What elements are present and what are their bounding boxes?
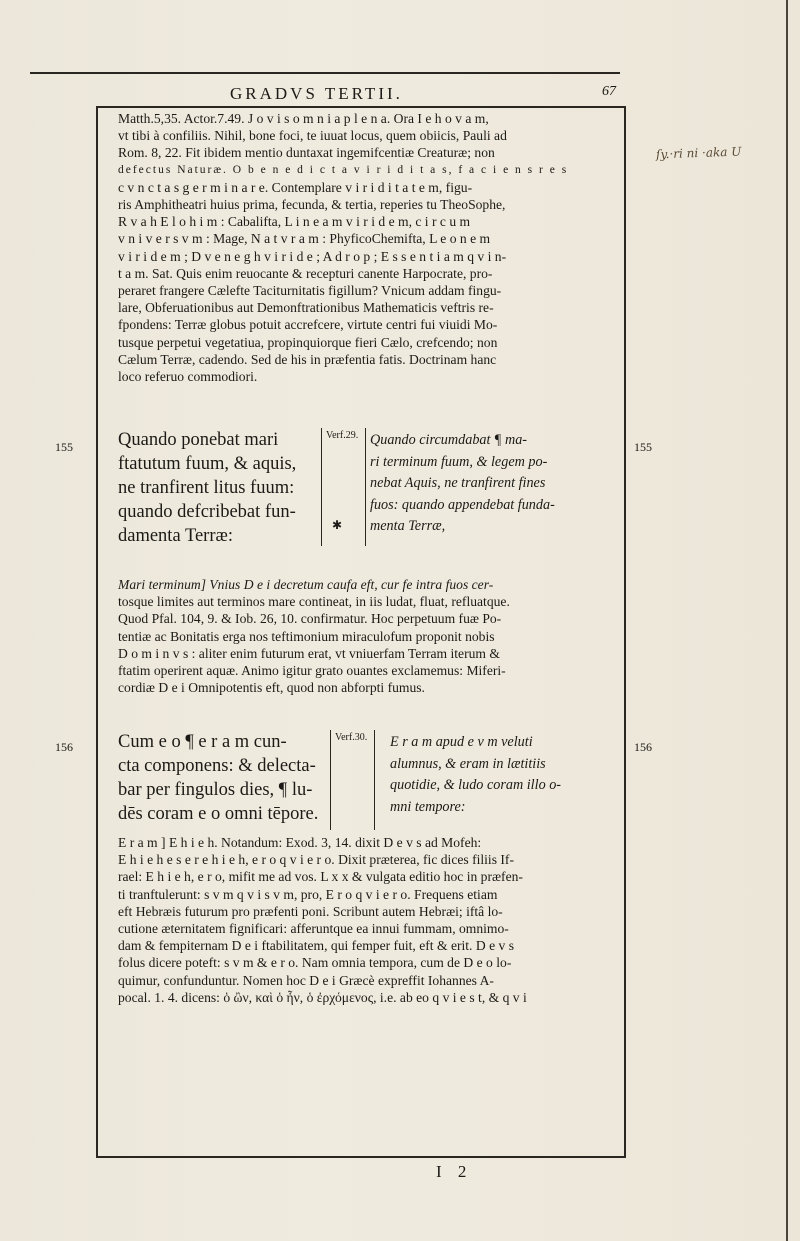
signature-mark: I 2 bbox=[436, 1162, 473, 1181]
top-paragraph bbox=[118, 110, 618, 385]
text-line: v n i v e r s v m : Mage, N a t v r a m : PhyficoChemifta, L e o n e m bbox=[118, 231, 491, 247]
column-rule bbox=[321, 428, 322, 546]
top-rule bbox=[30, 72, 620, 74]
bottom-paragraph bbox=[118, 834, 618, 1006]
text-line: tentiæ ac Bonitatis erga nos teftimonium miraculofum proponit nobis bbox=[118, 628, 495, 644]
text-line: ris Amphitheatri huius prima, fecunda, & tertia, reperies tu TheoSophe, bbox=[118, 197, 506, 213]
text-line: c v n c t a s g e r m i n a r e. Contemplare v i r i d i t a t e m, figu- bbox=[118, 179, 473, 195]
verse-line: alumnus, & eram in lætitiis bbox=[390, 755, 546, 772]
verse-number-left: 156 bbox=[55, 740, 73, 754]
text-line: Quod Pfal. 104, 9. & Iob. 26, 10. confirmatur. Hoc perpetuum fuæ Po- bbox=[118, 611, 502, 627]
verse-reference: Verf.30. bbox=[335, 732, 368, 743]
verse-line: ri terminum fuum, & legem po- bbox=[370, 453, 548, 470]
text-line: R v a h E l o h i m : Cabalifta, L i n e a m v i r i d e m, c i r c u m bbox=[118, 214, 471, 230]
text-line: E h i e h e s e r e h i e h, e r o q v i e r o. Dixit præterea, fic dices filiis If- bbox=[118, 852, 514, 868]
text-line: folus dicere poteft: s v m & e r o. Nam omnia tempora, cum de D e o lo- bbox=[118, 955, 512, 971]
marginal-annotation: ſy.·ri ni ·aka U bbox=[655, 144, 742, 162]
verse-line: nebat Aquis, ne tranfirent fines bbox=[370, 475, 546, 492]
verse-line: quando defcribebat fun- bbox=[118, 502, 296, 522]
column-rule bbox=[330, 730, 331, 830]
text-line: t a m. Sat. Quis enim reuocante & recepturi canente Harpocrate, pro- bbox=[118, 265, 493, 281]
column-rule bbox=[374, 730, 375, 830]
text-line: Cælum Terræ, cadendo. Sed de his in præfentia fatis. Doctrinam hanc bbox=[118, 351, 497, 367]
text-line: defectus Naturæ. O b e n e d i c t a v i r i d i t a s, f a c i e n s r e s bbox=[118, 163, 569, 176]
right-frame-rule bbox=[624, 106, 626, 1156]
bottom-frame-rule bbox=[96, 1156, 626, 1158]
text-line: rael: E h i e h, e r o, mifit me ad vos. L x x & vulgata editio hoc in præfen- bbox=[118, 869, 523, 885]
verse-latin-column bbox=[118, 730, 328, 826]
verse-line: quotidie, & ludo coram illo o- bbox=[390, 777, 562, 794]
text-line: vt tibi à confiliis. Nihil, bone foci, te iuuat locus, quem obiicis, Pauli ad bbox=[118, 128, 507, 144]
text-line: pocal. 1. 4. dicens: ὁ ὢν, καὶ ὁ ἦν, ὁ ἐρχόμενος, i.e. ab eo q v i e s t, & q v i bbox=[118, 989, 527, 1005]
text-line: fpondens: Terræ globus potuit accrefcere, virtute centri fui viuidi Mo- bbox=[118, 317, 498, 333]
verse-reference: Verf.29. bbox=[326, 430, 359, 441]
running-title: GRADVS TERTII. bbox=[230, 84, 403, 103]
column-rule bbox=[365, 428, 366, 546]
verse-vulgate-column bbox=[390, 732, 620, 818]
text-line: Rom. 8, 22. Fit ibidem mentio duntaxat ingemifcentiæ Creaturæ; non bbox=[118, 145, 495, 161]
text-line: Mari terminum] Vnius D e i decretum caufa eft, cur fe intra fuos cer- bbox=[118, 577, 494, 592]
text-line: Matth.5,35. Actor.7.49. J o v i s o m n i a p l e n a. Ora I e h o v a m, bbox=[118, 111, 489, 126]
verse-line: mni tempore: bbox=[390, 798, 466, 815]
asterisk-mark: ✱ bbox=[332, 518, 343, 532]
verse-line: E r a m apud e v m veluti bbox=[390, 734, 533, 750]
verse-number-left: 155 bbox=[55, 440, 73, 454]
verse-number-right: 156 bbox=[634, 740, 652, 754]
verse-line: Quando circumdabat ¶ ma- bbox=[370, 432, 528, 448]
text-line: E r a m ] E h i e h. Notandum: Exod. 3, 14. dixit D e v s ad Mofeh: bbox=[118, 835, 482, 850]
text-line: cordiæ D e i Omnipotentis eft, quod non abforpti fumus. bbox=[118, 680, 425, 696]
text-line: v i r i d e m ; D v e n e g h v i r i d e ; A d r o p ; E s s e n t i a m q v i n- bbox=[118, 248, 507, 264]
text-line: ti tranftulerunt: s v m q v i s v m, pro, E r o q v i e r o. Frequens etiam bbox=[118, 886, 498, 902]
text-line: quimur, confunduntur. Nomen hoc D e i Græcè expreffit Iohannes A- bbox=[118, 972, 494, 988]
verse-vulgate-column bbox=[370, 430, 620, 538]
text-line: loco referuo commodiori. bbox=[118, 369, 258, 385]
text-line: peraret frangere Cælefte Taciturnitatis figillum? Vnicum addam fingu- bbox=[118, 283, 502, 299]
verse-line: Cum e o ¶ e r a m cun- bbox=[118, 732, 287, 752]
text-line: eft Hebræis futurum pro præfenti poni. Scribunt autem Hebræi; iftâ lo- bbox=[118, 903, 503, 919]
verse-line: bar per fingulos dies, ¶ lu- bbox=[118, 780, 313, 800]
text-line: tusque perpetui vegetatiua, propinquiorque fieri Cælo, crefcendo; non bbox=[118, 334, 498, 350]
text-line: ftatim operirent aquæ. Animo igitur grato ouantes exclamemus: Miferi- bbox=[118, 663, 506, 679]
text-line: cutione æternitatem fignificari: afferuntque ea innui fummam, omnimo- bbox=[118, 921, 509, 937]
verse-number-right: 155 bbox=[634, 440, 652, 454]
verse-line: ftatutum fuum, & aquis, bbox=[118, 454, 297, 474]
left-frame-rule bbox=[96, 106, 98, 1156]
text-line: tosque limites aut terminos mare contineat, in iis ludat, fluat, refluatque. bbox=[118, 594, 510, 610]
verse-line: damenta Terræ: bbox=[118, 526, 233, 546]
text-line: D o m i n v s : aliter enim futurum erat, vt vniuerfam Terram iterum & bbox=[118, 645, 500, 661]
verse-line: menta Terræ, bbox=[370, 518, 446, 535]
header-rule bbox=[96, 106, 624, 108]
verse-line: cta componens: & delecta- bbox=[118, 756, 316, 776]
text-line: lare, Obferuationibus aut Demonftrationibus Mathematicis veftris re- bbox=[118, 300, 494, 316]
verse-line: ne tranfirent litus fuum: bbox=[118, 478, 295, 498]
outer-right-rule bbox=[786, 0, 788, 1241]
verse-line: dēs coram e o omni tēpore. bbox=[118, 804, 319, 824]
verse-line: Quando ponebat mari bbox=[118, 430, 279, 450]
verse-latin-column bbox=[118, 428, 318, 548]
middle-paragraph bbox=[118, 576, 618, 696]
verse-line: fuos: quando appendebat funda- bbox=[370, 496, 555, 513]
text-line: dam & fempiternam D e i ftabilitatem, qui femper fuit, eft & erit. D e v s bbox=[118, 938, 514, 954]
page-number: 67 bbox=[602, 84, 616, 99]
